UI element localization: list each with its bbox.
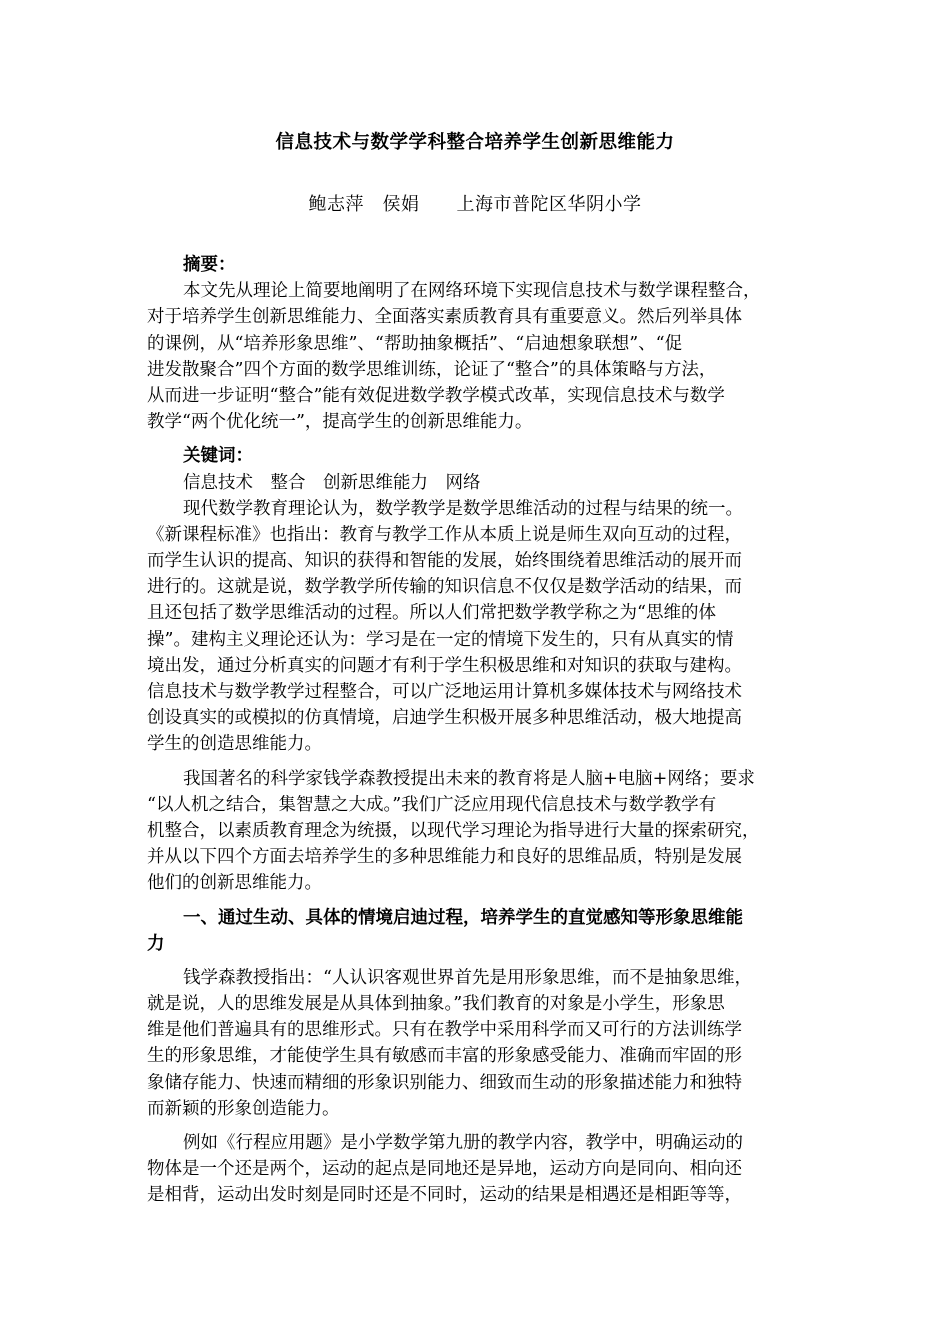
text-line: 物体是一个还是两个，运动的起点是同地还是异地，运动方向是同向、相向还 <box>147 1159 742 1180</box>
text-line: 他们的创新思维能力。 <box>147 873 322 894</box>
abstract-label: 摘要： <box>183 255 236 275</box>
keywords-list: 信息技术 整合 创新思维能力 网络 <box>183 472 481 493</box>
text-line: 创设真实的或模拟的仿真情境，启迪学生积极开展多种思维活动，极大地提高 <box>147 708 742 729</box>
body-paragraph <box>147 1130 817 1209</box>
text-line: 例如《行程应用题》是小学数学第九册的教学内容，教学中，明确运动的 <box>183 1133 743 1153</box>
text-line: 教学“两个优化统一”，提高学生的创新思维能力。 <box>147 412 533 433</box>
text-line: 并从以下四个方面去培养学生的多种思维能力和良好的思维品质，特别是发展 <box>147 847 742 868</box>
text-line: 学生的创造思维能力。 <box>147 734 322 755</box>
text-line: 且还包括了数学思维活动的过程。所以人们常把数学教学称之为“思维的体 <box>147 603 716 624</box>
text-line: 而新颖的形象创造能力。 <box>147 1098 340 1119</box>
section-heading <box>147 905 817 957</box>
text-line: 生的形象思维，才能使学生具有敏感而丰富的形象感受能力、准确而牢固的形 <box>147 1046 742 1067</box>
text-line: 我国著名的科学家钱学森教授提出未来的教育将是人脑+电脑+网络；要求 <box>183 768 755 789</box>
text-line: 象储存能力、快速而精细的形象识别能力、细致而生动的形象描述能力和独特 <box>147 1072 742 1093</box>
heading-line: 力 <box>147 933 165 954</box>
body-paragraph <box>147 766 817 897</box>
text-line: 操”。建构主义理论还认为：学习是在一定的情境下发生的，只有从真实的情 <box>147 629 734 650</box>
body-paragraph <box>147 496 817 758</box>
text-line: 对于培养学生创新思维能力、全面落实素质教育具有重要意义。然后列举具体 <box>147 307 742 328</box>
text-line: 进发散聚合”四个方面的数学思维训练，论证了“整合”的具体策略与方法， <box>147 359 717 380</box>
text-line: 《新课程标准》也指出：教育与教学工作从本质上说是师生双向互动的过程， <box>147 524 742 545</box>
body-paragraph <box>147 965 817 1122</box>
abstract-paragraph <box>147 278 817 435</box>
heading-line: 一、通过生动、具体的情境启迪过程，培养学生的直觉感知等形象思维能 <box>183 907 743 928</box>
text-line: 的课例，从“培养形象思维”、“帮助抽象概括”、“启迪想象联想”、“促 <box>147 333 683 354</box>
text-line: 而学生认识的提高、知识的获得和智能的发展，始终围绕着思维活动的展开而 <box>147 551 742 572</box>
text-line: 境出发，通过分析真实的问题才有利于学生积极思维和对知识的获取与建构。 <box>147 655 742 676</box>
text-line: 就是说，人的思维发展是从具体到抽象。”我们教育的对象是小学生，形象思 <box>147 994 725 1015</box>
text-line: 维是他们普遍具有的思维形式。只有在教学中采用科学而又可行的方法训练学 <box>147 1020 742 1041</box>
author-line: 鲍志萍 侯娟 上海市普陀区华阴小学 <box>308 194 642 215</box>
text-line: “以人机之结合，集智慧之大成。”我们广泛应用现代信息技术与数学教学有 <box>147 794 717 815</box>
document-body <box>147 252 817 1209</box>
text-line: 信息技术与数学教学过程整合，可以广泛地运用计算机多媒体技术与网络技术 <box>147 682 742 702</box>
document-title: 信息技术与数学学科整合培养学生创新思维能力 <box>275 132 675 153</box>
keywords-label: 关键词： <box>183 446 253 467</box>
text-line: 进行的。这就是说，数学教学所传输的知识信息不仅仅是数学活动的结果，而 <box>147 577 742 598</box>
text-line: 本文先从理论上简要地阐明了在网络环境下实现信息技术与数学课程整合， <box>183 281 761 302</box>
text-line: 是相背，运动出发时刻是同时还是不同时，运动的结果是相遇还是相距等等， <box>147 1185 742 1206</box>
text-line: 机整合，以素质教育理念为统摄，以现代学习理论为指导进行大量的探索研究， <box>147 820 760 841</box>
text-line: 现代数学教育理论认为，数学教学是数学思维活动的过程与结果的统一。 <box>183 498 743 519</box>
text-line: 钱学森教授指出：“人认识客观世界首先是用形象思维，而不是抽象思维， <box>183 967 752 988</box>
text-line: 从而进一步证明“整合”能有效促进数学教学模式改革，实现信息技术与数学 <box>147 385 725 406</box>
